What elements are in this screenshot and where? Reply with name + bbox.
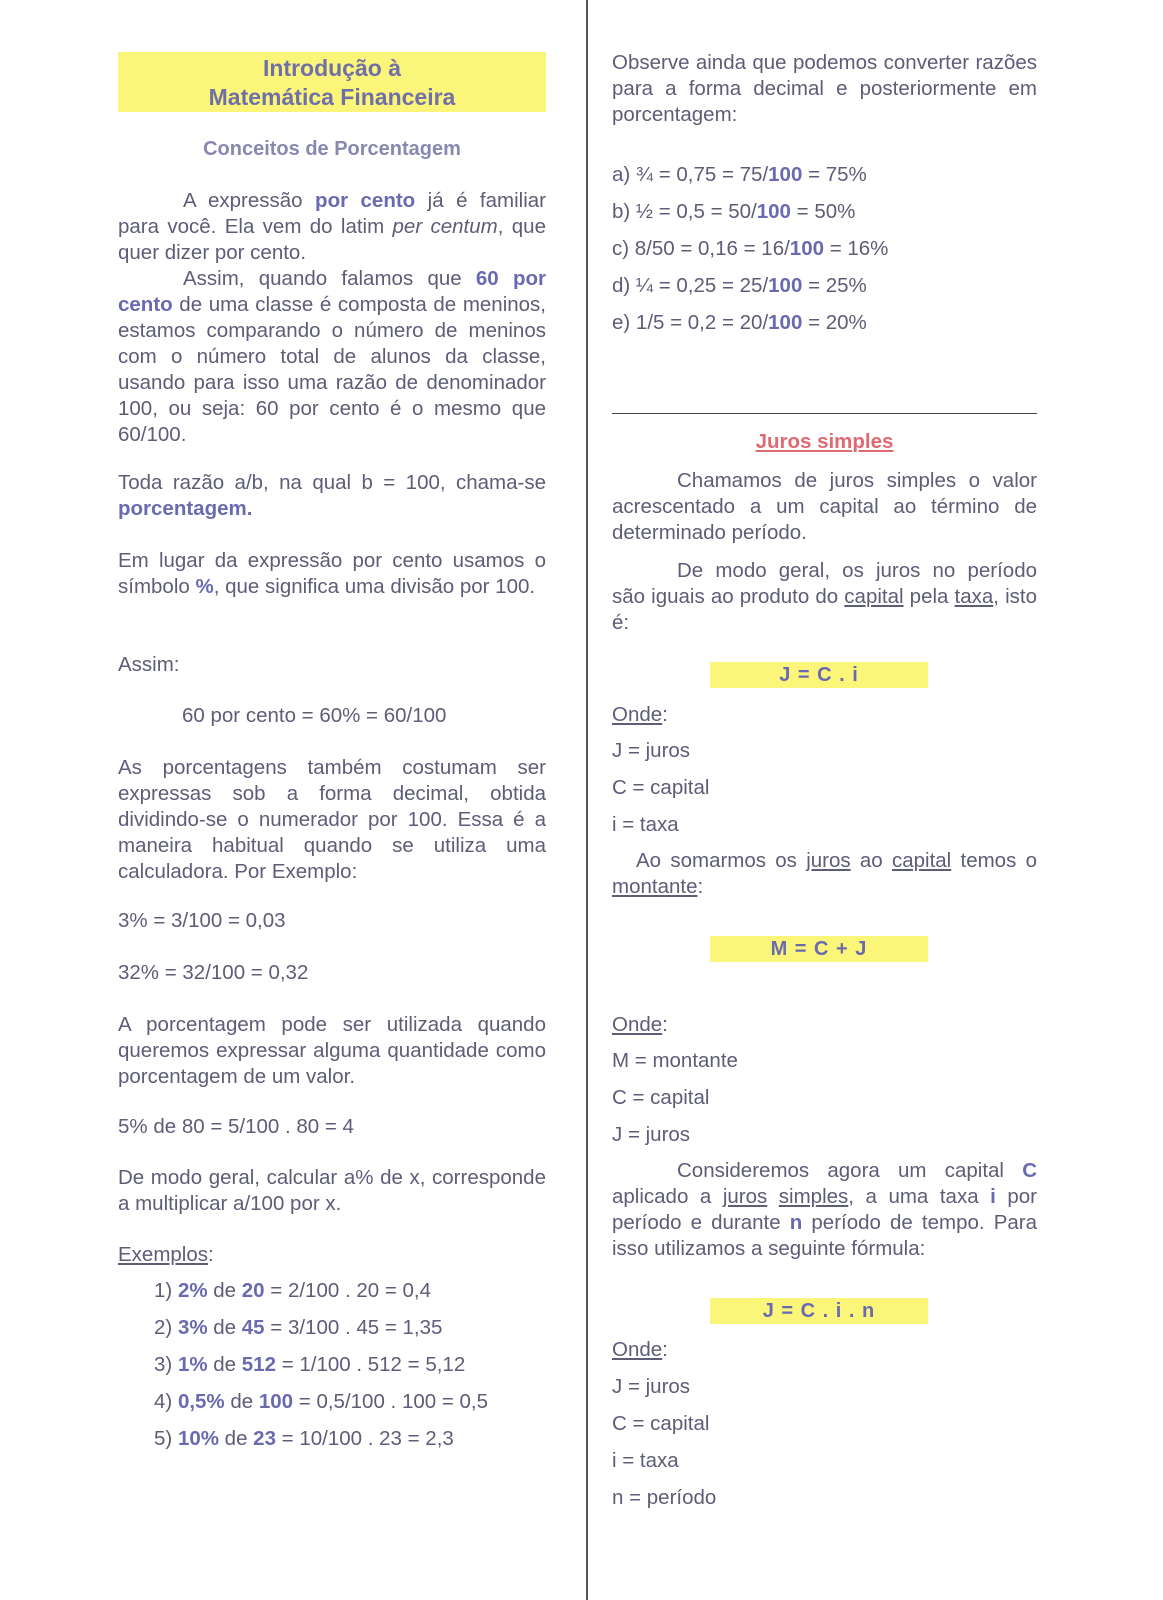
text: :: [697, 875, 704, 898]
text: 2): [154, 1316, 173, 1339]
bold-text: 2%: [177, 1279, 208, 1302]
definition-line: J = juros: [612, 1375, 691, 1398]
paragraph-produto: [612, 558, 1037, 636]
bold-text: i: [990, 1185, 996, 1208]
bold-text: 45: [241, 1316, 265, 1339]
section-divider: [612, 413, 1037, 414]
text: de uma classe é composta de meninos, estamos comparando o número de meninos com o número total de alunos da classe, usando para isso uma razão de denominador 100, ou seja: 60 por cento é o mesmo que 60/100.: [118, 293, 546, 446]
text: , a uma taxa: [848, 1185, 991, 1208]
paragraph-quantidade: A porcentagem pode ser utilizada quando queremos expressar alguma quantidade como porcentagem de um valor.: [118, 1013, 546, 1088]
definition-line: C = capital: [612, 776, 710, 799]
bold-text: n: [789, 1211, 803, 1234]
bold-text: porcentagem.: [118, 497, 253, 520]
example-32: 32% = 32/100 = 0,32: [118, 961, 309, 984]
text: temos o: [951, 849, 1037, 872]
text: Onde: [612, 1013, 663, 1036]
text: De modo geral, os juros no período são iguais ao produto do: [612, 559, 1037, 608]
underlined-text: capital: [844, 585, 904, 608]
title-box: [118, 52, 546, 112]
bold-text: 100: [768, 163, 803, 186]
underlined-text: montante: [612, 875, 698, 898]
text: = 75%: [802, 163, 867, 186]
equation-60: 60 por cento = 60% = 60/100: [182, 704, 447, 727]
definition-line: C = capital: [612, 1412, 710, 1435]
text: período de tempo. Para isso utilizamos a seguinte fórmula:: [612, 1211, 1037, 1260]
text: de: [218, 1427, 254, 1450]
italic-text: per centum: [392, 215, 498, 238]
underlined-text: taxa: [954, 585, 994, 608]
bold-text: 0,5%: [177, 1390, 225, 1413]
bold-text: 10%: [177, 1427, 219, 1450]
conversions-list: [612, 162, 1037, 336]
text: c) 8/50 = 0,16 = 16/: [612, 237, 790, 260]
bold-text: %: [195, 575, 214, 598]
title-line-1: Introdução à: [262, 55, 401, 81]
text: = 16%: [824, 237, 889, 260]
text: = 2/100 . 20 = 0,4: [264, 1279, 432, 1302]
text: , isto é:: [612, 585, 1038, 634]
text: A expressão: [183, 189, 316, 212]
text: [767, 1185, 779, 1208]
text: de: [207, 1279, 242, 1302]
text: 1): [154, 1279, 173, 1302]
paragraph-montante: [612, 848, 1037, 900]
example-3: 3% = 3/100 = 0,03: [118, 909, 286, 932]
example-5: 5% de 80 = 5/100 . 80 = 4: [118, 1115, 354, 1138]
examples-list: [154, 1278, 554, 1452]
bold-text: 1%: [177, 1353, 208, 1376]
bold-text: 100: [756, 200, 791, 223]
juros-simples-title: Juros simples: [755, 430, 894, 453]
text: ao: [850, 849, 892, 872]
list-item: [154, 1278, 554, 1304]
text: aplicado a: [612, 1185, 723, 1208]
paragraph-razao: [118, 470, 546, 522]
text: Assim, quando falamos que: [183, 267, 476, 290]
onde-label: [612, 702, 668, 728]
list-item: [154, 1352, 554, 1378]
text: e) 1/5 = 0,2 = 20/: [612, 311, 769, 334]
text: , que quer dizer por cento.: [118, 215, 546, 264]
column-divider: [586, 0, 588, 1600]
text: d) ¼ = 0,25 = 25/: [612, 274, 769, 297]
text: = 10/100 . 23 = 2,3: [275, 1427, 454, 1450]
definition-line: J = juros: [612, 739, 691, 762]
definition-line: C = capital: [612, 1086, 710, 1109]
underlined-text: juros: [722, 1185, 768, 1208]
bold-text: C: [1022, 1159, 1037, 1182]
paragraph-por-cento: [118, 188, 546, 266]
text: Ao somarmos os: [636, 849, 807, 872]
text: de: [224, 1390, 259, 1413]
definition-line: J = juros: [612, 1123, 691, 1146]
bold-text: 512: [241, 1353, 276, 1376]
text: , que significa uma divisão por 100.: [213, 575, 536, 598]
bold-text: 100: [768, 274, 803, 297]
onde-label: [612, 1012, 668, 1038]
text: Exemplos: [118, 1243, 209, 1266]
text: de: [207, 1316, 242, 1339]
text: :: [662, 1338, 668, 1361]
list-item: [154, 1389, 554, 1415]
bold-text: 3%: [177, 1316, 208, 1339]
formula-juros: J = C . i: [710, 662, 928, 688]
text: Em lugar da expressão por cento usamos o símbolo: [118, 549, 546, 598]
text: 5): [154, 1427, 173, 1450]
bold-text: 100: [258, 1390, 294, 1413]
underlined-text: capital: [891, 849, 952, 872]
formula-juros-periodo: J = C . i . n: [710, 1298, 928, 1324]
list-item: [612, 310, 1037, 336]
bold-text: 20: [241, 1279, 265, 1302]
underlined-text: juros: [806, 849, 851, 872]
text: Onde: [612, 703, 663, 726]
text: Toda razão a/b, na qual b = 100, chama-se: [118, 471, 546, 494]
list-item: [612, 236, 1037, 262]
definition-line: i = taxa: [612, 1449, 679, 1472]
text: pela: [903, 585, 955, 608]
text: = 50%: [790, 200, 856, 223]
text: = 1/100 . 512 = 5,12: [276, 1353, 466, 1376]
definition-line: i = taxa: [612, 813, 679, 836]
text: = 25%: [802, 274, 867, 297]
list-item: [154, 1315, 554, 1341]
bold-text: 60 por cento: [118, 267, 546, 316]
exemplos-heading: [118, 1242, 214, 1268]
list-item: [612, 273, 1037, 299]
paragraph-juros-definition: Chamamos de juros simples o valor acrescentado a um capital ao término de determinado período.: [612, 469, 1037, 544]
text: já é familiar para você. Ela vem do latim: [118, 189, 546, 238]
bold-text: 23: [253, 1427, 276, 1450]
text: de: [207, 1353, 242, 1376]
list-item: [612, 162, 1037, 188]
text: a) ¾ = 0,75 = 75/: [612, 163, 769, 186]
paragraph-converter: Observe ainda que podemos converter razões para a forma decimal e posteriormente em porcentagem:: [612, 51, 1037, 126]
text: por período e durante: [612, 1185, 1037, 1234]
title-line-2: Matemática Financeira: [208, 84, 456, 110]
text: = 3/100 . 45 = 1,35: [264, 1316, 443, 1339]
underlined-text: simples: [778, 1185, 849, 1208]
definition-line: M = montante: [612, 1049, 738, 1072]
text: :: [662, 1013, 668, 1036]
text: :: [208, 1243, 214, 1266]
definition-line: n = período: [612, 1486, 717, 1509]
text: 4): [154, 1390, 173, 1413]
paragraph-60-por-cento: [118, 266, 546, 448]
bold-text: 100: [789, 237, 825, 260]
list-item: [612, 199, 1037, 225]
paragraph-decimal: As porcentagens também costumam ser expressas sob a forma decimal, obtida dividindo-se o numerador por 100. Essa é a maneira habitual quando se utiliza uma calculadora. Por Exemplo:: [118, 756, 546, 883]
onde-label: [612, 1337, 668, 1363]
text: b) ½ = 0,5 = 50/: [612, 200, 757, 223]
paragraph-modo-geral: De modo geral, calcular a% de x, corresponde a multiplicar a/100 por x.: [118, 1166, 546, 1215]
text: = 0,5/100 . 100 = 0,5: [293, 1390, 489, 1413]
bold-text: por cento: [315, 189, 416, 212]
text: Onde: [612, 1338, 663, 1361]
formula-montante: M = C + J: [710, 936, 928, 962]
text: = 20%: [802, 311, 867, 334]
paragraph-consideremos: [612, 1158, 1037, 1262]
bold-text: 100: [768, 311, 803, 334]
section-subtitle: Conceitos de Porcentagem: [203, 138, 461, 160]
list-item: [154, 1426, 554, 1452]
text: :: [662, 703, 668, 726]
text: Consideremos agora um capital: [677, 1159, 1023, 1182]
assim-label: Assim:: [118, 653, 180, 676]
paragraph-simbolo: [118, 548, 546, 600]
text: 3): [154, 1353, 173, 1376]
